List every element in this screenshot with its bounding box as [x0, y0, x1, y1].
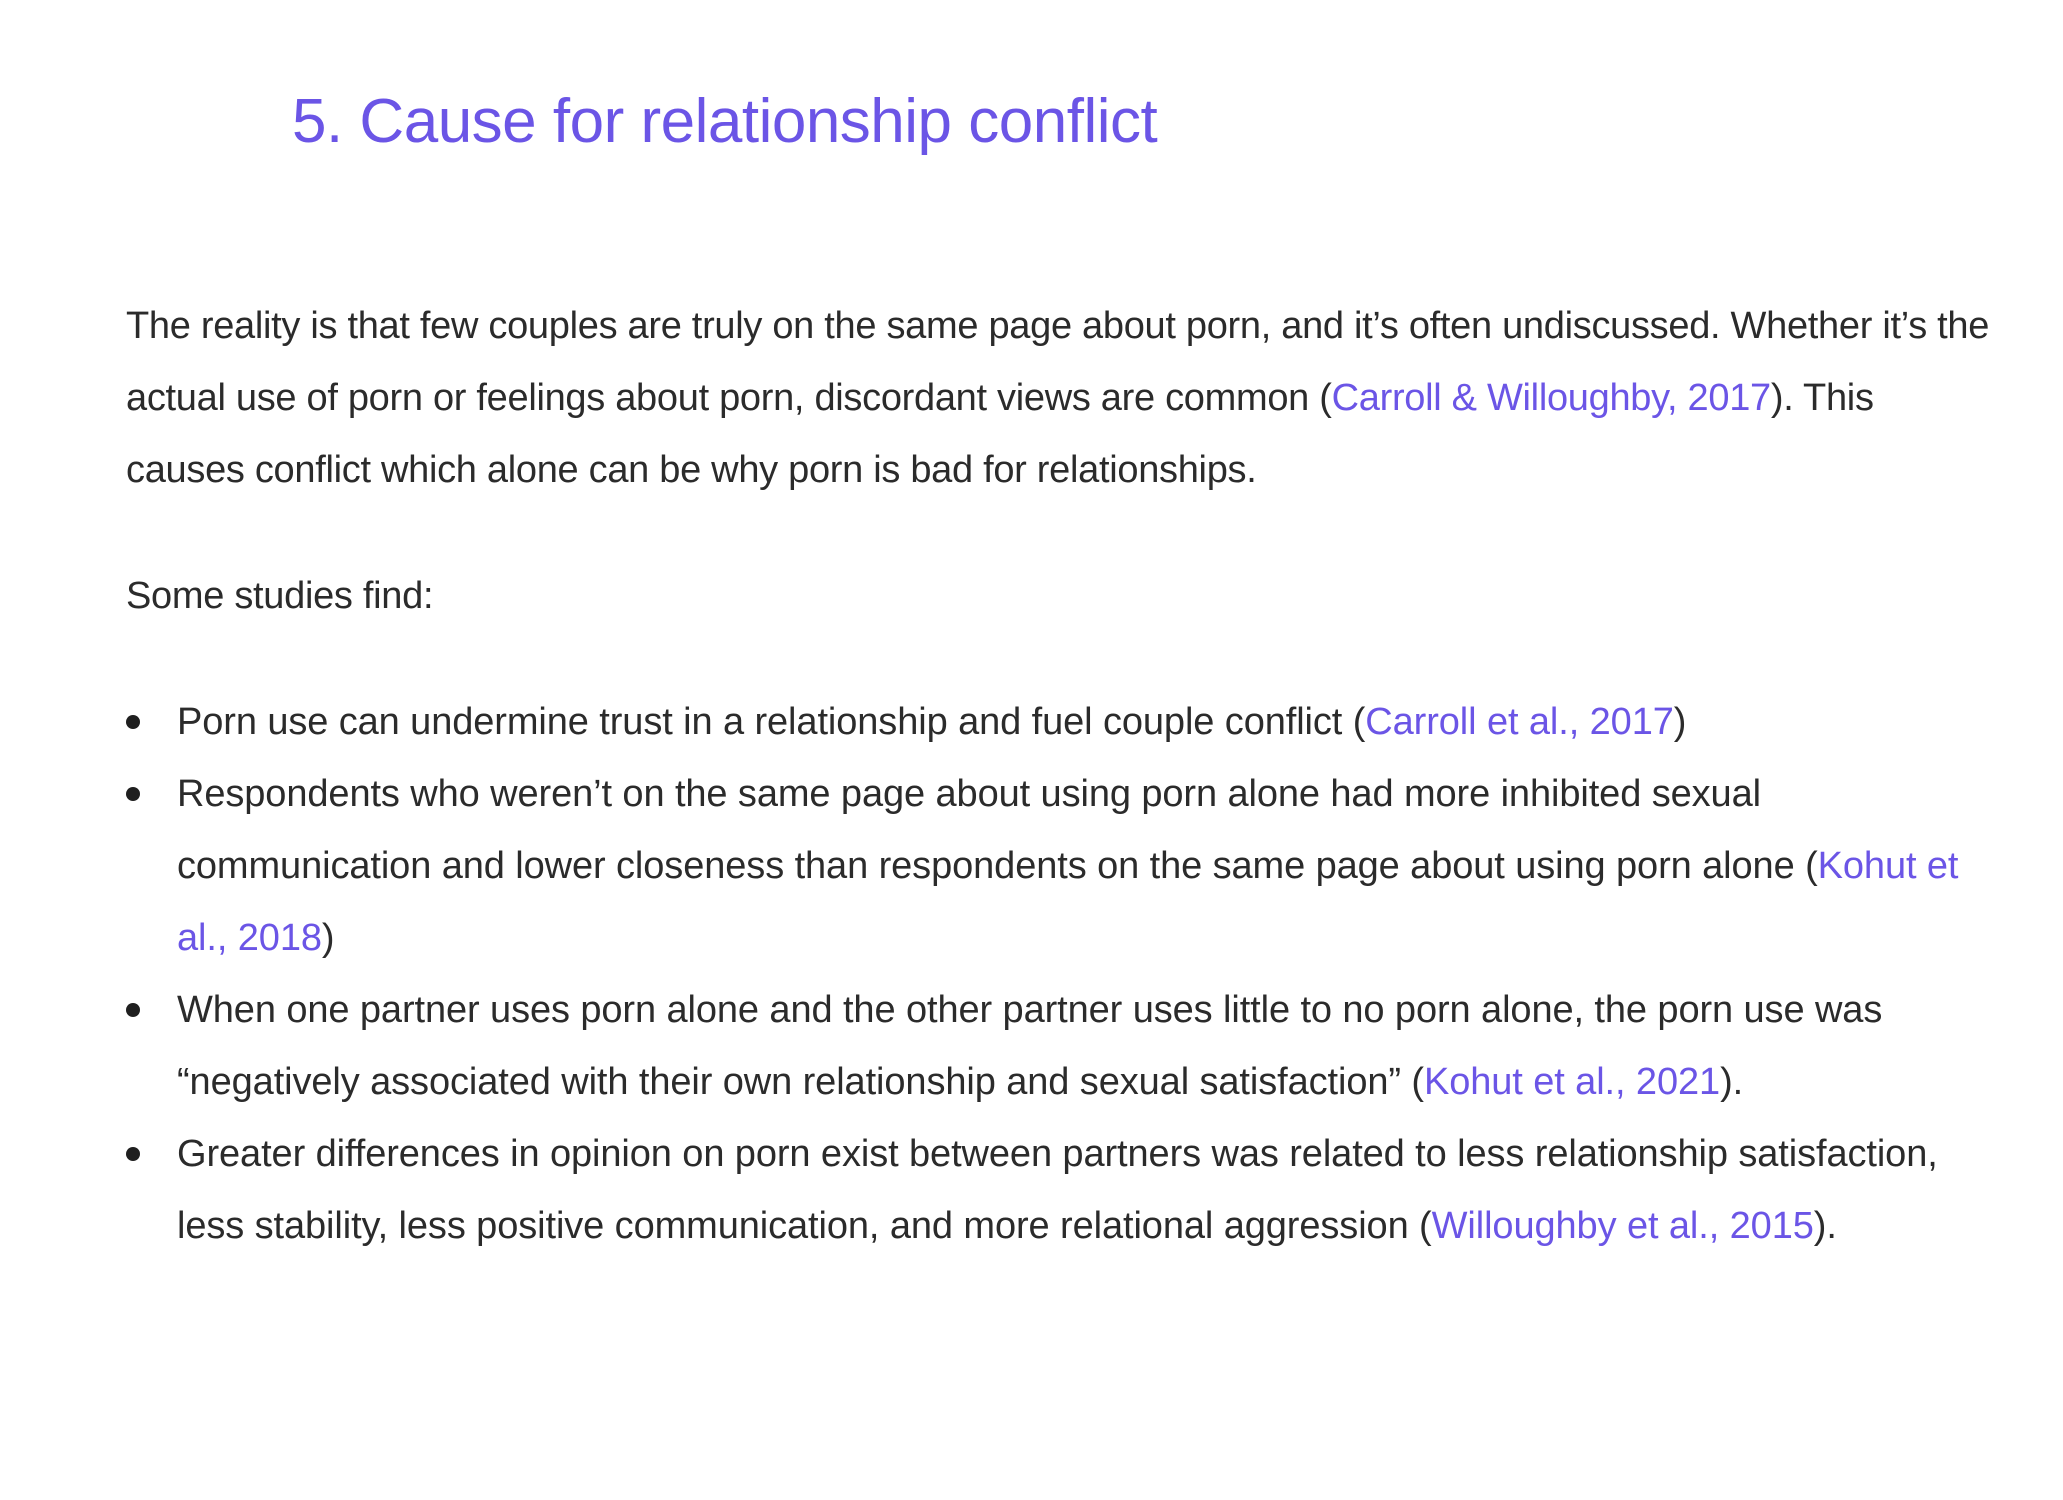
list-item: [0, 1118, 1977, 1262]
list-item: [0, 758, 1977, 974]
bullet-icon: [126, 787, 140, 801]
citation-link-kohut-2018[interactable]: Kohut et al., 2018: [177, 845, 1959, 959]
finding-text: Respondents who weren’t on the same page about using porn alone had more inhibited sexual communication and lower closeness than respondents on the same page about using porn alone (: [177, 773, 1818, 887]
intro-text-1: The reality is that few couples are truly on the same page about porn, and it’s often undiscussed. Whether it’s the actual use of porn or feelings about porn, discordant views are common (: [126, 305, 1990, 419]
finding-text-end: ): [1673, 701, 1687, 743]
finding-text-end: ).: [1813, 1205, 1837, 1247]
finding-text: Porn use can undermine trust in a relationship and fuel couple conflict (: [177, 701, 1366, 743]
finding-text-end: ): [321, 917, 335, 959]
citation-link-kohut-2021[interactable]: Kohut et al., 2021: [1423, 1061, 1721, 1103]
citation-link-carroll-2017[interactable]: Carroll et al., 2017: [1365, 701, 1674, 743]
lead-text: Some studies find:: [126, 575, 434, 617]
bullet-icon: [126, 1147, 140, 1161]
findings-list: [0, 686, 2063, 1262]
list-item: [0, 686, 1977, 758]
citation-link-carroll-willoughby-2017[interactable]: Carroll & Willoughby, 2017: [1331, 377, 1771, 419]
finding-text: When one partner uses porn alone and the other partner uses little to no porn alone, the porn use was “negatively associated with their own relationship and sexual satisfaction” (: [177, 989, 1883, 1103]
bullet-icon: [126, 1003, 140, 1017]
intro-paragraph: [126, 290, 1996, 506]
finding-text: Greater differences in opinion on porn exist between partners was related to less relationship satisfaction, less stability, less positive communication, and more relational aggression (: [177, 1133, 1938, 1247]
intro-text-2: ). This causes conflict which alone can be why porn is bad for relationships.: [126, 377, 1874, 491]
finding-text-end: ).: [1720, 1061, 1744, 1103]
list-item: [0, 974, 1977, 1118]
bullet-icon: [126, 715, 140, 729]
section-heading: 5. Cause for relationship conflict: [292, 87, 1158, 156]
citation-link-willoughby-2015[interactable]: Willoughby et al., 2015: [1431, 1205, 1814, 1247]
